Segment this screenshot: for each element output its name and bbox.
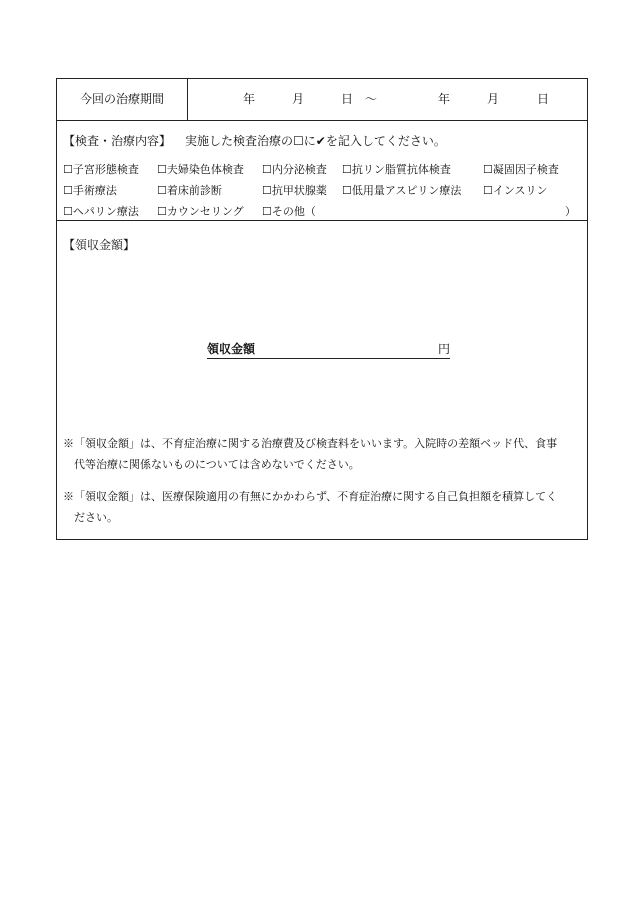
yen-unit: 円	[437, 342, 450, 356]
checkbox-surgery[interactable]: ☐手術療法	[63, 184, 117, 197]
treatment-period-row	[57, 79, 587, 121]
end-day-label: 日	[537, 92, 550, 106]
checkbox-other[interactable]: ☐その他（	[262, 205, 316, 218]
checkbox-uterine-morphology[interactable]: ☐子宮形態検査	[63, 163, 139, 176]
note-2-line-2: ださい。	[74, 511, 118, 524]
items-section-title: 【検査・治療内容】	[63, 134, 172, 148]
start-day-label: 日	[341, 92, 354, 106]
start-month-label: 月	[292, 92, 305, 106]
receipt-amount-field[interactable]	[207, 340, 450, 359]
end-year-label: 年	[438, 92, 451, 106]
treatment-items-row	[57, 121, 587, 221]
checkbox-antiphospholipid[interactable]: ☐抗リン脂質抗体検査	[342, 163, 451, 176]
checkbox-endocrine[interactable]: ☐内分泌検査	[262, 163, 327, 176]
note-2	[63, 486, 583, 528]
checkbox-preimplantation-diagnosis[interactable]: ☐着床前診断	[157, 184, 222, 197]
checkbox-couple-chromosome[interactable]: ☐夫婦染色体検査	[157, 163, 244, 176]
receipt-section-title: 【領収金額】	[63, 238, 136, 252]
checkbox-heparin[interactable]: ☐ヘパリン療法	[63, 205, 139, 218]
checkbox-coagulation-factor[interactable]: ☐凝固因子検査	[483, 163, 559, 176]
treatment-period-label: 今回の治療期間	[57, 79, 188, 120]
period-separator: 〜	[365, 92, 378, 106]
note-1-line-2: 代等治療に関係ないものについては含めないでください。	[74, 458, 360, 471]
application-form	[56, 78, 588, 540]
checkbox-antithyroid[interactable]: ☐抗甲状腺薬	[262, 184, 327, 197]
checkbox-insulin[interactable]: ☐インスリン	[483, 184, 548, 197]
end-month-label: 月	[487, 92, 500, 106]
checkbox-low-dose-aspirin[interactable]: ☐低用量アスピリン療法	[342, 184, 462, 197]
note-1-line-1: ※「領収金額」は、不育症治療に関する治療費及び検査料をいいます。入院時の差額ベッド代、食事	[63, 437, 558, 450]
note-1	[63, 433, 583, 475]
other-close-paren: ）	[565, 205, 576, 218]
receipt-amount-label: 領収金額	[207, 342, 256, 356]
start-year-label: 年	[243, 92, 256, 106]
items-instruction: 実施した検査治療の☐に✔を記入してください。	[185, 134, 446, 148]
checkbox-counseling[interactable]: ☐カウンセリング	[157, 205, 244, 218]
note-2-line-1: ※「領収金額」は、医療保険適用の有無にかかわらず、不育症治療に関する自己負担額を積算してく	[63, 490, 558, 503]
